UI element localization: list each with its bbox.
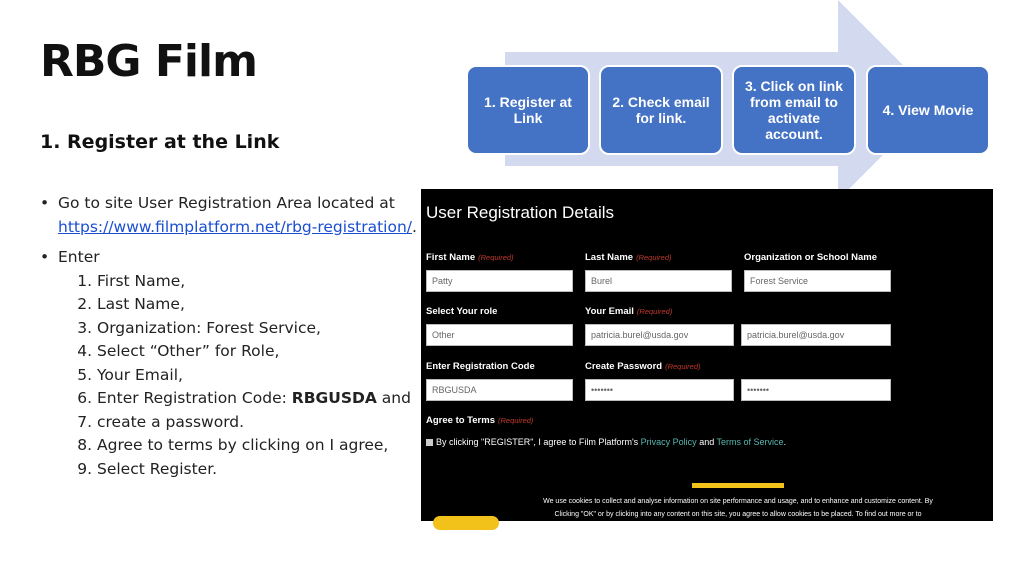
- list-item: 4. Select “Other” for Role,: [97, 340, 420, 364]
- code-after: and: [376, 389, 411, 407]
- password-label: Create Password (Required): [585, 361, 701, 372]
- cookie-notice: [543, 495, 933, 534]
- cookie-line-2: Clicking "OK" or by clicking into any content on this site, you agree to allow cookies to be placed. To find out more or to change: [554, 511, 922, 531]
- code-field[interactable]: RBGUSDA: [426, 379, 573, 401]
- steps-list: [40, 270, 420, 482]
- privacy-policy-link[interactable]: Privacy Policy: [640, 437, 697, 447]
- list-item: 5. Your Email,: [97, 364, 420, 388]
- first-name-field[interactable]: Patty: [426, 270, 573, 292]
- email-label: Your Email (Required): [585, 306, 673, 317]
- bullet-go-to-site: [40, 192, 420, 239]
- terms-of-service-link[interactable]: Terms of Service: [716, 437, 784, 447]
- form-heading: User Registration Details: [426, 203, 615, 222]
- step-view-movie: 4. View Movie: [866, 65, 990, 155]
- password-field[interactable]: •••••••: [585, 379, 734, 401]
- last-name-label: Last Name (Required): [585, 252, 672, 263]
- bullet-enter: • Enter: [40, 246, 420, 270]
- registration-code: RBGUSDA: [291, 389, 377, 407]
- terms-text: By clicking "REGISTER", I agree to Film Platform's: [436, 437, 641, 447]
- terms-checkbox[interactable]: [426, 439, 433, 446]
- code-label: Enter Registration Code: [426, 361, 535, 372]
- bullet-period: .: [412, 217, 417, 236]
- first-name-label: First Name (Required): [426, 252, 514, 263]
- list-item: 8. Agree to terms by clicking on I agree,: [97, 434, 420, 458]
- terms-agreement: [426, 437, 786, 447]
- role-label: Select Your role: [426, 306, 498, 317]
- cookie-line-1: We use cookies to collect and analyse information on site performance and usage, and to enhance and customize content. By: [543, 498, 933, 505]
- list-item: 2. Last Name,: [97, 293, 420, 317]
- step-check-email: 2. Check email for link.: [599, 65, 723, 155]
- register-button-edge[interactable]: [692, 483, 784, 488]
- last-name-field[interactable]: Burel: [585, 270, 732, 292]
- email-confirm-field[interactable]: patricia.burel@usda.gov: [741, 324, 891, 346]
- org-field[interactable]: Forest Service: [744, 270, 891, 292]
- email-field[interactable]: patricia.burel@usda.gov: [585, 324, 734, 346]
- list-item: 9. Select Register.: [97, 458, 420, 482]
- list-item: 1. First Name,: [97, 270, 420, 294]
- terms-label: Agree to Terms (Required): [426, 415, 534, 426]
- slide-title: RBG Film: [40, 36, 257, 87]
- registration-form-screenshot: [421, 189, 993, 531]
- registration-link[interactable]: https://www.filmplatform.net/rbg-registration/: [58, 217, 413, 236]
- password-confirm-field[interactable]: •••••••: [741, 379, 891, 401]
- list-item: [97, 387, 420, 411]
- role-select[interactable]: Other: [426, 324, 573, 346]
- step-click-link: 3. Click on link from email to activate account.: [732, 65, 856, 155]
- list-item: 7. create a password.: [97, 411, 420, 435]
- list-item: 3. Organization: Forest Service,: [97, 317, 420, 341]
- terms-and: and: [696, 437, 717, 447]
- bullet-text: Go to site User Registration Area located at: [58, 194, 395, 212]
- terms-end: .: [783, 437, 787, 447]
- step-register: 1. Register at Link: [466, 65, 590, 155]
- code-instruction: Enter Registration Code:: [97, 389, 292, 407]
- instruction-list: [40, 192, 420, 481]
- slide-subtitle: 1. Register at the Link: [40, 131, 280, 153]
- org-label: Organization or School Name: [744, 252, 878, 263]
- cookie-ok-button[interactable]: [433, 516, 499, 530]
